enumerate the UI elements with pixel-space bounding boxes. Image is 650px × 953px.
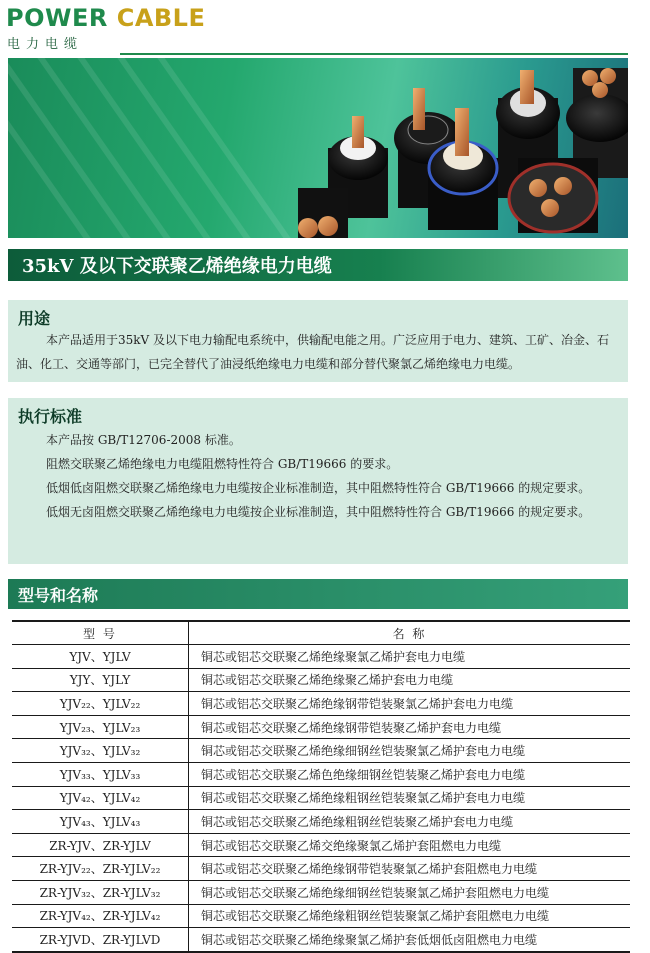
standard-line: 本产品按 GB/T12706-2008 标准。 (46, 433, 241, 447)
model-cell: ZR-YJV₃₂、ZR-YJLV₃₂ (12, 880, 189, 904)
page-title-bar (8, 249, 628, 281)
table-row (12, 786, 630, 810)
model-cell: YJV₄₂、YJLV₄₂ (12, 786, 189, 810)
table-row (12, 739, 630, 763)
name-cell: 铜芯或铝芯交联聚乙烯交绝缘聚氯乙烯护套阻燃电力电缆 (189, 833, 631, 857)
model-cell: ZR-YJV₂₂、ZR-YJLV₂₂ (12, 857, 189, 881)
brand-logo (6, 4, 205, 32)
table-row (12, 857, 630, 881)
name-cell: 铜芯或铝芯交联聚乙烯绝缘粗钢丝铠装聚乙烯护套电力电缆 (189, 810, 631, 834)
standards-panel (8, 398, 628, 564)
standard-line: 低烟无卤阻燃交联聚乙烯绝缘电力电缆按企业标准制造，其中阻燃特性符合 GB/T19666 的规定要求。 (46, 505, 591, 519)
models-heading: 型号和名称 (18, 585, 99, 605)
col-name-header: 名 称 (189, 621, 631, 645)
model-cell: YJV₄₃、YJLV₄₃ (12, 810, 189, 834)
brand-subtitle: 电力电缆 (7, 37, 84, 52)
page-title: 35kV 及以下交联聚乙烯绝缘电力电缆 (22, 256, 332, 277)
name-cell: 铜芯或铝芯交联聚乙烯绝缘聚氯乙烯护套低烟低卤阻燃电力电缆 (189, 928, 631, 952)
usage-panel (8, 300, 628, 382)
table-row (12, 833, 630, 857)
name-cell: 铜芯或铝芯交联聚乙烯绝缘细钢丝铠装聚氯乙烯护套阻燃电力电缆 (189, 880, 631, 904)
model-cell: YJV₃₃、YJLV₃₃ (12, 762, 189, 786)
standard-line: 低烟低卤阻燃交联聚乙烯绝缘电力电缆按企业标准制造，其中阻燃特性符合 GB/T19666 的规定要求。 (46, 481, 591, 495)
table-row (12, 928, 630, 952)
standard-line: 阻燃交联聚乙烯绝缘电力电缆阻燃特性符合 GB/T19666 的要求。 (46, 457, 399, 471)
table-row (12, 692, 630, 716)
header-rule (120, 53, 628, 55)
name-cell: 铜芯或铝芯交联聚乙烯绝缘钢带铠装聚乙烯护套电力电缆 (189, 715, 631, 739)
usage-text: 本产品适用于35kV 及以下电力输配电系统中，供输配电能之用。广泛应用于电力、建筑、工矿、冶金、石油、化工、交通等部门，已完全替代了油浸纸绝缘电力电缆和部分替代聚氯乙烯绝缘电力电缆。 (16, 333, 610, 371)
name-cell: 铜芯或铝芯交联聚乙烯色绝缘细钢丝铠装聚乙烯护套电力电缆 (189, 762, 631, 786)
model-cell: YJY、YJLY (12, 668, 189, 692)
usage-heading: 用途 (18, 309, 51, 328)
name-cell: 铜芯或铝芯交联聚乙烯绝缘聚乙烯护套电力电缆 (189, 668, 631, 692)
name-cell: 铜芯或铝芯交联聚乙烯绝缘细钢丝铠装聚氯乙烯护套电力电缆 (189, 739, 631, 763)
models-heading-bar (8, 579, 628, 609)
table-row (12, 810, 630, 834)
table-row (12, 668, 630, 692)
name-cell: 铜芯或铝芯交联聚乙烯绝缘聚氯乙烯护套电力电缆 (189, 645, 631, 669)
models-table (12, 620, 630, 953)
name-cell: 铜芯或铝芯交联聚乙烯绝缘钢带铠装聚氯乙烯护套电力电缆 (189, 692, 631, 716)
model-cell: ZR-YJV₄₂、ZR-YJLV₄₂ (12, 904, 189, 928)
brand-cable: CABLE (116, 4, 206, 32)
brand-power: POWER (6, 4, 108, 32)
model-cell: YJV₂₃、YJLV₂₃ (12, 715, 189, 739)
name-cell: 铜芯或铝芯交联聚乙烯绝缘钢带铠装聚氯乙烯护套阻燃电力电缆 (189, 857, 631, 881)
table-row (12, 715, 630, 739)
cable-6-icon (509, 158, 598, 233)
table-row (12, 762, 630, 786)
name-cell: 铜芯或铝芯交联聚乙烯绝缘粗钢丝铠装聚氯乙烯护套阻燃电力电缆 (189, 904, 631, 928)
standards-heading: 执行标准 (18, 407, 83, 426)
cable-7-icon (298, 188, 348, 238)
hero-image (8, 58, 628, 238)
table-header-row (12, 621, 630, 645)
model-cell: ZR-YJVD、ZR-YJLVD (12, 928, 189, 952)
col-model-header: 型 号 (12, 621, 189, 645)
table-row (12, 880, 630, 904)
table-row (12, 645, 630, 669)
model-cell: YJV₃₂、YJLV₃₂ (12, 739, 189, 763)
table-row (12, 904, 630, 928)
cable-illustration (8, 58, 628, 238)
model-cell: ZR-YJV、ZR-YJLV (12, 833, 189, 857)
name-cell: 铜芯或铝芯交联聚乙烯绝缘粗钢丝铠装聚氯乙烯护套电力电缆 (189, 786, 631, 810)
model-cell: YJV₂₂、YJLV₂₂ (12, 692, 189, 716)
model-cell: YJV、YJLV (12, 645, 189, 669)
